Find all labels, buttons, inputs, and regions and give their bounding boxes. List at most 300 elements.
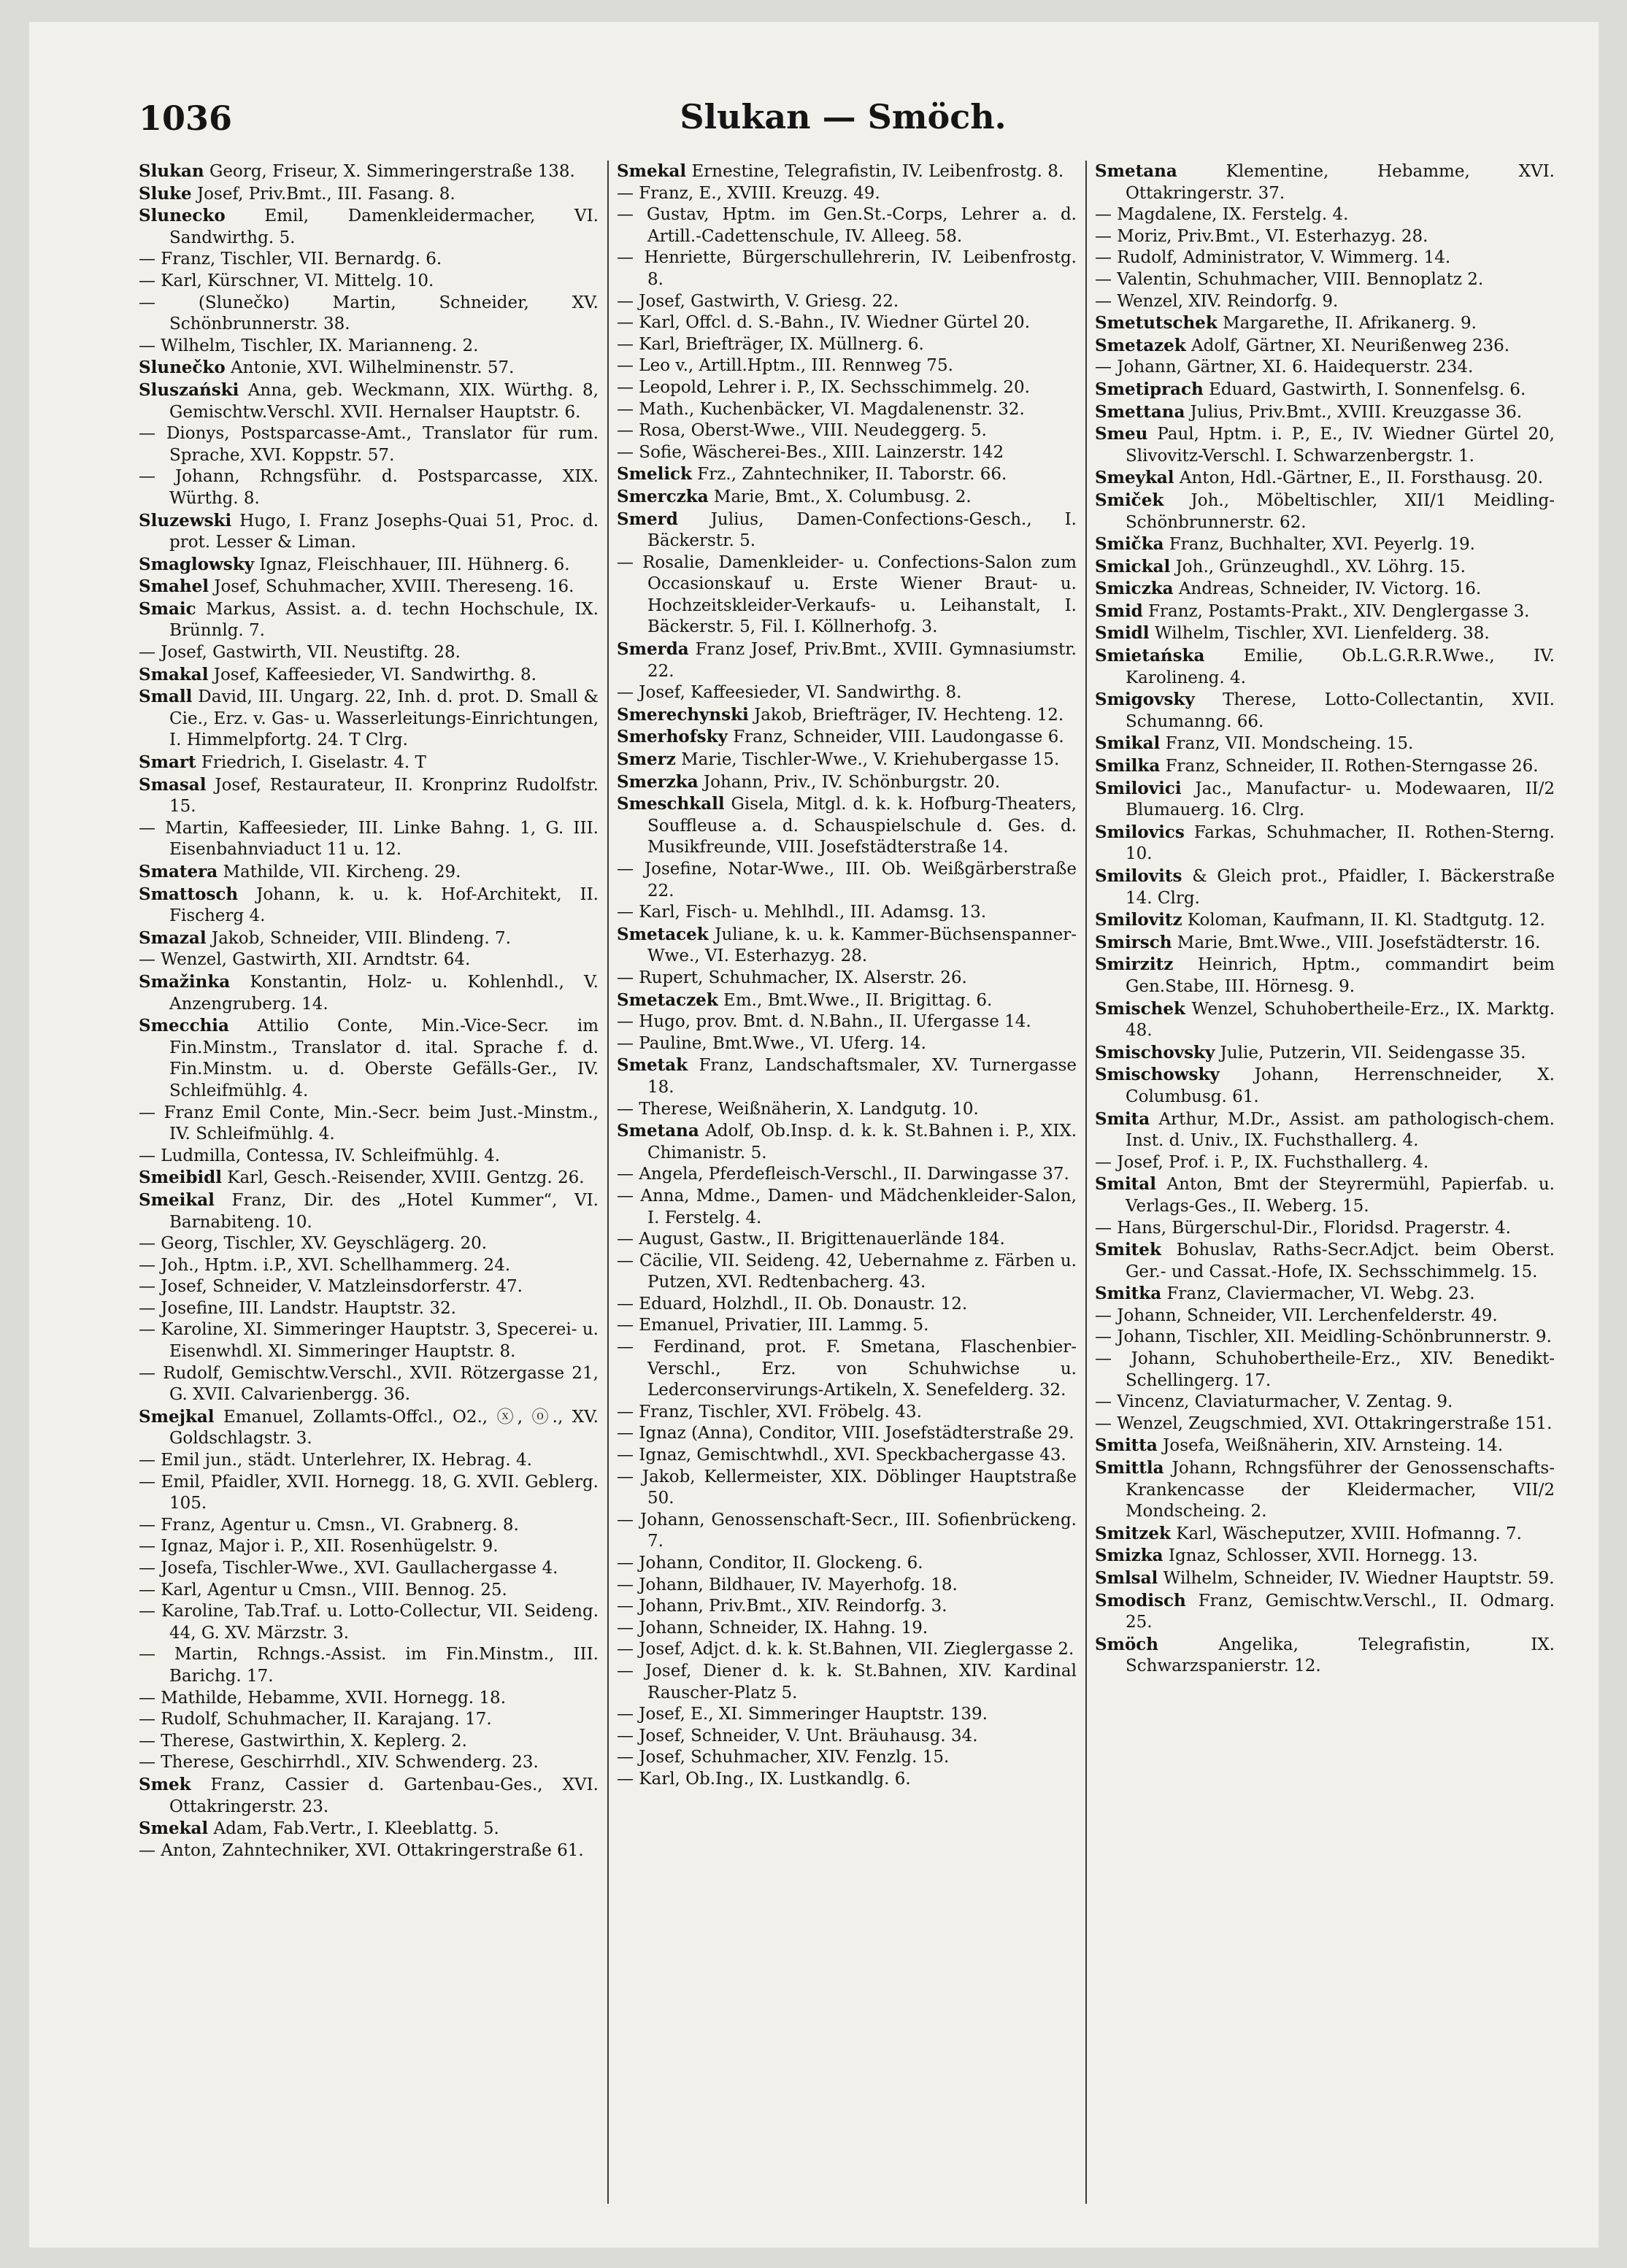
directory-entry — [139, 1774, 599, 1818]
entry-details: Marie, Bmt., X. Columbusg. 2. — [708, 487, 972, 506]
entry-details: — Valentin, Schuhmacher, VIII. Bennoplatz 2. — [1095, 269, 1484, 289]
entry-details: — Josef, Adjct. d. k. k. St.Bahnen, VII. Zieglergasse 2. — [617, 1640, 1074, 1659]
entry-surname: Smecchia — [139, 1016, 229, 1036]
entry-surname: Smetutschek — [1095, 313, 1218, 333]
entry-details: — Karoline, XI. Simmeringer Hauptstr. 3, Specerei- u. Eisenwhdl. XI. Simmeringer Hauptstr. 8. — [139, 1320, 599, 1362]
directory-entry — [1095, 1218, 1555, 1240]
directory-entry — [139, 664, 599, 687]
directory-entry — [1095, 998, 1555, 1042]
entry-surname: Smeibidl — [139, 1168, 222, 1188]
entry-surname: Smidl — [1095, 623, 1150, 644]
entry-surname: Smiczka — [1095, 579, 1174, 599]
entry-details: Anna, geb. Weckmann, XIX. Würthg. 8, Gemischtw.Verschl. XVII. Hernalser Hauptstr. 6. — [169, 380, 599, 422]
directory-entry — [139, 1731, 599, 1753]
entry-surname: Smital — [1095, 1174, 1156, 1195]
directory-entry — [139, 1276, 599, 1298]
entry-details: Emil, Damenkleidermacher, VI. Sandwirthg. 5. — [169, 207, 599, 247]
entry-details: Joh., Grünzeughdl., XV. Löhrg. 15. — [1170, 557, 1466, 576]
entry-details: — Martin, Rchngs.-Assist. im Fin.Minstm., III. Barichg. 17. — [139, 1645, 599, 1686]
directory-entry — [139, 1515, 599, 1537]
entry-details: Jac., Manufactur- u. Modewaaren, II/2 Blumauerg. 16. Clrg. — [1126, 779, 1555, 820]
directory-entry — [139, 971, 599, 1015]
entry-details: Josef, Kaffeesieder, VI. Sandwirthg. 8. — [208, 665, 536, 684]
entry-details: Franz, Schneider, VIII. Laudongasse 6. — [727, 728, 1064, 747]
directory-entry — [1095, 1392, 1555, 1413]
entry-details: — Karoline, Tab.Traf. u. Lotto-Collectur, VII. Seideng. 44, G. XV. Märzstr. 3. — [139, 1602, 599, 1643]
directory-entry — [139, 161, 599, 183]
entry-details: — Franz, Agentur u. Cmsn., VI. Grabnerg. 8. — [139, 1515, 519, 1535]
entry-surname: Smelick — [617, 464, 692, 485]
entry-surname: Smirsch — [1095, 932, 1172, 952]
directory-entry — [617, 924, 1077, 968]
entry-surname: Smeikal — [139, 1189, 215, 1210]
entry-details: — Franz, Tischler, XVI. Fröbelg. 43. — [617, 1402, 922, 1422]
entry-surname: Sluzewski — [139, 510, 232, 531]
directory-entry — [617, 442, 1077, 464]
entry-surname: Slunecko — [139, 206, 226, 226]
entry-details: — Josef, Gastwirth, V. Griesg. 22. — [617, 291, 899, 311]
entry-surname: Smetaczek — [617, 990, 718, 1010]
entry-details: Margarethe, II. Afrikanerg. 9. — [1217, 314, 1477, 333]
directory-entry — [139, 249, 599, 271]
directory-entry — [617, 486, 1077, 509]
directory-entry — [139, 357, 599, 379]
entry-surname: Smilovics — [1095, 822, 1185, 842]
directory-entry — [617, 1575, 1077, 1597]
entry-surname: Smetak — [617, 1055, 688, 1076]
entry-surname: Smöch — [1095, 1634, 1159, 1654]
directory-entry — [1095, 755, 1555, 778]
entry-details: Mathilde, VII. Kircheng. 29. — [218, 863, 461, 882]
directory-entry — [617, 771, 1077, 794]
entry-surname: Smilovitz — [1095, 910, 1182, 930]
directory-entry — [1095, 1305, 1555, 1327]
directory-entry — [617, 1402, 1077, 1424]
directory-entry — [139, 1536, 599, 1558]
entry-details: — Karl, Ob.Ing., IX. Lustkandlg. 6. — [617, 1769, 911, 1789]
directory-entry — [617, 1294, 1077, 1316]
entry-details: Wilhelm, Schneider, IV. Wiedner Hauptstr. 59. — [1158, 1569, 1555, 1588]
entry-details: — Josef, Schneider, V. Unt. Bräuhausg. 34. — [617, 1726, 978, 1746]
directory-entry — [617, 204, 1077, 247]
directory-entry — [617, 968, 1077, 990]
directory-entry — [617, 1661, 1077, 1704]
entry-details: Anton, Bmt der Steyrermühl, Papierfab. u. Verlags-Ges., II. Weberg. 15. — [1126, 1175, 1555, 1216]
entry-details: — Jakob, Kellermeister, XIX. Döblinger Hauptstraße 50. — [617, 1467, 1077, 1508]
entry-details: — Pauline, Bmt.Wwe., VI. Uferg. 14. — [617, 1033, 926, 1053]
entry-surname: Sluke — [139, 183, 192, 204]
entry-details: Em., Bmt.Wwe., II. Brigittag. 6. — [718, 990, 993, 1010]
entry-details: Arthur, M.Dr., Assist. am pathologisch-chem. Inst. d. Univ., IX. Fuchsthallerg. 4. — [1126, 1109, 1555, 1151]
entry-surname: Smickal — [1095, 556, 1171, 576]
directory-entry — [139, 423, 599, 466]
directory-entry — [139, 1472, 599, 1515]
entry-surname: Smitka — [1095, 1284, 1162, 1304]
entry-surname: Smejkal — [139, 1406, 215, 1427]
entry-details: Frz., Zahntechniker, II. Taborstr. 66. — [692, 465, 1007, 485]
directory-entry — [617, 247, 1077, 290]
directory-entry — [617, 1423, 1077, 1445]
directory-entry — [1095, 423, 1555, 467]
entry-surname: Smerd — [617, 509, 678, 529]
entry-details: — (Slunečko) Martin, Schneider, XV. Schönbrunnerstr. 38. — [139, 293, 599, 334]
directory-entry — [1095, 379, 1555, 401]
entry-details: — Johann, Bildhauer, IV. Mayerhofg. 18. — [617, 1575, 958, 1594]
entry-details: Emanuel, Zollamts-Offcl., O2., ⓧ, ⓞ., XV. Goldschlagstr. 3. — [169, 1407, 599, 1449]
directory-entry — [617, 749, 1077, 771]
directory-entry — [139, 1688, 599, 1710]
directory-entry — [1095, 1349, 1555, 1392]
entry-details: — Josefa, Tischler-Wwe., XVI. Gaullachergasse 4. — [139, 1559, 558, 1578]
directory-entry — [1095, 226, 1555, 248]
directory-entry — [617, 291, 1077, 313]
directory-entry — [617, 1337, 1077, 1402]
entry-surname: Smetana — [1095, 161, 1177, 181]
entry-details: — Emil jun., städt. Unterlehrer, IX. Hebrag. 4. — [139, 1451, 532, 1470]
directory-entry — [617, 1033, 1077, 1055]
entry-details: Adolf, Gärtner, XI. Neurißenweg 236. — [1185, 336, 1510, 355]
entry-details: Franz, VII. Mondscheing. 15. — [1160, 734, 1414, 754]
entry-details: Gisela, Mitgl. d. k. k. Hofburg-Theaters, Souffleuse a. d. Schauspielschule d. Ges. d. Musikfreunde, VIII. Josefstädterstraße 14. — [647, 795, 1077, 857]
directory-entry — [1095, 1283, 1555, 1305]
page-header — [139, 91, 1547, 157]
entry-details: Anton, Hdl.-Gärtner, E., II. Forsthausg. 20. — [1174, 468, 1544, 488]
directory-entry — [139, 1840, 599, 1862]
directory-entry — [139, 1167, 599, 1189]
directory-entry — [1095, 533, 1555, 556]
directory-entry — [139, 205, 599, 249]
entry-surname: Slukan — [139, 161, 204, 181]
entry-surname: Smittla — [1095, 1458, 1164, 1478]
entry-details: — Ignaz, Major i. P., XII. Rosenhügelstr. 9. — [139, 1537, 499, 1557]
directory-entry — [617, 1618, 1077, 1640]
entry-surname: Smerczka — [617, 486, 709, 506]
directory-entry — [617, 704, 1077, 727]
entry-details: — Rudolf, Administrator, V. Wimmerg. 14. — [1095, 248, 1451, 268]
entry-details: Emilie, Ob.L.G.R.R.Wwe., IV. Karolineng. 4. — [1126, 647, 1555, 687]
entry-details: Franz Josef, Priv.Bmt., XVIII. Gymnasiumstr. 22. — [647, 640, 1077, 681]
directory-entry — [1095, 689, 1555, 733]
page-title: Slukan — Smöch. — [680, 97, 1007, 136]
entry-details: — Emil, Pfaidler, XVII. Hornegg. 18, G. XVII. Geblerg. 105. — [139, 1472, 599, 1513]
directory-entry — [139, 1601, 599, 1644]
entry-details: Paul, Hptm. i. P., E., IV. Wiedner Gürtel 20, Slivovitz-Verschl. I. Schwarzenbergstr. 1. — [1126, 425, 1555, 466]
entry-surname: Smart — [139, 752, 196, 773]
directory-entry — [1095, 401, 1555, 424]
entry-surname: Smek — [139, 1774, 191, 1794]
entry-details: — Angela, Pferdefleisch-Verschl., II. Darwingasse 37. — [617, 1165, 1069, 1184]
directory-entry — [617, 1120, 1077, 1164]
directory-entry — [139, 1103, 599, 1146]
column-divider — [607, 161, 609, 2204]
entry-surname: Smikal — [1095, 733, 1161, 754]
directory-entry — [139, 466, 599, 509]
entry-details: Karl, Wäscheputzer, XVIII. Hofmanng. 7. — [1170, 1524, 1522, 1543]
entry-surname: Smodisch — [1095, 1590, 1186, 1611]
entry-details: Josef, Schuhmacher, XVIII. Thereseng. 16. — [208, 577, 574, 597]
entry-details: — Johann, Gärtner, XI. 6. Haidequerstr. 234. — [1095, 358, 1474, 377]
entry-details: — Karl, Kürschner, VI. Mittelg. 10. — [139, 271, 434, 290]
directory-entry — [1095, 954, 1555, 998]
directory-entry — [617, 312, 1077, 334]
entry-details: — Eduard, Holzhdl., II. Ob. Donaustr. 12. — [617, 1294, 968, 1314]
directory-entry — [617, 1054, 1077, 1098]
directory-entry — [139, 183, 599, 206]
directory-entry — [139, 510, 599, 554]
entry-details: — Wenzel, Zeugschmied, XVI. Ottakringerstraße 151. — [1095, 1413, 1553, 1433]
directory-entry — [1095, 1457, 1555, 1523]
entry-details: — Karl, Fisch- u. Mehlhdl., III. Adamsg. 13. — [617, 903, 987, 922]
entry-details: Marie, Tischler-Wwe., V. Kriehubergasse 15. — [675, 750, 1060, 770]
entry-details: — Gustav, Hptm. im Gen.St.-Corps, Lehrer a. d. Artill.-Cadettenschule, IV. Alleeg. 58. — [617, 205, 1077, 246]
directory-entry — [1095, 161, 1555, 204]
column-divider — [1085, 161, 1087, 2204]
entry-surname: Smita — [1095, 1108, 1150, 1129]
entry-details: — Emanuel, Privatier, III. Lammg. 5. — [617, 1316, 929, 1335]
entry-details: — Josef, Diener d. k. k. St.Bahnen, XIV. Kardinal Rauscher-Platz 5. — [617, 1661, 1077, 1702]
entry-surname: Smeschkall — [617, 794, 725, 814]
directory-entry — [1095, 909, 1555, 932]
entry-details: — Ludmilla, Contessa, IV. Schleifmühlg. 4. — [139, 1146, 501, 1165]
entry-details: Jakob, Briefträger, IV. Hechteng. 12. — [748, 705, 1064, 725]
directory-entry — [617, 1747, 1077, 1769]
directory-entry — [617, 509, 1077, 552]
entry-details: — Wenzel, XIV. Reindorfg. 9. — [1095, 291, 1339, 311]
directory-entry — [1095, 578, 1555, 601]
entry-surname: Smiček — [1095, 490, 1164, 510]
entry-details: Josefa, Weißnäherin, XIV. Arnsteing. 14. — [1157, 1436, 1504, 1456]
directory-entry — [1095, 312, 1555, 335]
entry-details: Heinrich, Hptm., commandirt beim Gen.Stabe, III. Hörnesg. 9. — [1126, 955, 1555, 996]
directory-entry — [139, 818, 599, 861]
column-2 — [617, 161, 1077, 2204]
entry-details: David, III. Ungarg. 22, Inh. d. prot. D. Small & Cie., Erz. v. Gas- u. Wasserleitungs-Einrichtungen, I. Himmelpfortg. 24. T Clrg. — [169, 687, 599, 750]
entry-details: — Josefine, III. Landstr. Hauptstr. 32. — [139, 1298, 456, 1318]
entry-details: Bohuslav, Raths-Secr.Adjct. beim Oberst. Ger.- und Cassat.-Hofe, IX. Sechsschimmelg. 15. — [1126, 1241, 1555, 1281]
entry-details: — Ignaz, Gemischtwhdl., XVI. Speckbachergasse 43. — [617, 1446, 1066, 1465]
entry-details: Wenzel, Schuhobertheile-Erz., IX. Marktg. 48. — [1126, 999, 1555, 1041]
entry-details: — Therese, Geschirrhdl., XIV. Schwenderg. 23. — [139, 1753, 539, 1773]
directory-entry — [617, 1510, 1077, 1553]
entry-details: Johann, k. u. k. Hof-Architekt, II. Fischerg 4. — [169, 884, 599, 926]
directory-entry — [617, 1251, 1077, 1294]
directory-entry — [1095, 357, 1555, 379]
directory-entry — [139, 1319, 599, 1362]
directory-entry — [139, 576, 599, 598]
entry-details: Julie, Putzerin, VII. Seidengasse 35. — [1215, 1043, 1526, 1062]
entry-surname: Smička — [1095, 534, 1164, 555]
entry-details: — Johann, Schneider, IX. Hahng. 19. — [617, 1618, 928, 1638]
entry-details: Johann, Rchngsführer der Genossenschafts-Krankencasse der Kleidermacher, VII/2 Mondscheing. 2. — [1126, 1459, 1555, 1521]
directory-entry — [1095, 291, 1555, 313]
entry-details: — Hans, Bürgerschul-Dir., Floridsd. Pragerstr. 4. — [1095, 1218, 1511, 1238]
directory-entry — [139, 1146, 599, 1168]
entry-details: — Math., Kuchenbäcker, VI. Magdalenenstr. 32. — [617, 399, 1025, 419]
directory-entry — [617, 1229, 1077, 1251]
entry-details: — Rupert, Schuhmacher, IX. Alserstr. 26. — [617, 968, 967, 987]
directory-entry — [617, 1186, 1077, 1229]
entry-details: — Johann, Schneider, VII. Lerchenfelderstr. 49. — [1095, 1305, 1498, 1325]
directory-entry — [1095, 556, 1555, 579]
entry-details: Eduard, Gastwirth, I. Sonnenfelsg. 6. — [1203, 379, 1526, 399]
entry-details: — Rosa, Oberst-Wwe., VIII. Neudeggerg. 5. — [617, 421, 987, 441]
entry-details: Adolf, Ob.Insp. d. k. k. St.Bahnen i. P., XIX. Chimanistr. 5. — [647, 1122, 1077, 1162]
directory-entry — [1095, 1545, 1555, 1567]
directory-entry — [139, 774, 599, 818]
directory-entry — [617, 1553, 1077, 1575]
directory-entry — [617, 334, 1077, 356]
directory-entry — [1095, 1152, 1555, 1174]
entry-details: & Gleich prot., Pfaidler, I. Bäckerstraße 14. Clrg. — [1126, 867, 1555, 908]
entry-details: — Franz, Tischler, VII. Bernardg. 6. — [139, 250, 442, 269]
entry-surname: Smid — [1095, 601, 1143, 621]
entry-surname: Smažinka — [139, 971, 231, 992]
entry-details: Karl, Gesch.-Reisender, XVIII. Gentzg. 26. — [221, 1168, 585, 1188]
entry-details: Ernestine, Telegrafistin, IV. Leibenfrostg. 8. — [686, 162, 1064, 181]
entry-details: — Ferdinand, prot. F. Smetana, Flaschenbier-Verschl., Erz. von Schuhwichse u. Lederconservirungs-Artikeln, X. Senefelderg. 32. — [617, 1338, 1077, 1400]
directory-entry — [617, 1769, 1077, 1791]
entry-details: — Georg, Tischler, XV. Geyschlägerg. 20. — [139, 1234, 488, 1254]
entry-details: — Leopold, Lehrer i. P., IX. Sechsschimmelg. 20. — [617, 377, 1030, 397]
directory-entry — [617, 420, 1077, 442]
entry-details: Farkas, Schuhmacher, II. Rothen-Sterng. 10. — [1126, 822, 1555, 864]
entry-details: Juliane, k. u. k. Kammer-Büchsenspanner-Wwe., VI. Esterhazyg. 28. — [647, 925, 1077, 966]
directory-entry — [139, 861, 599, 884]
entry-details: — Josef, Gastwirth, VII. Neustiftg. 28. — [139, 643, 461, 663]
entry-surname: Small — [139, 687, 193, 707]
directory-entry — [1095, 733, 1555, 755]
directory-entry — [139, 1406, 599, 1450]
entry-surname: Smitek — [1095, 1240, 1161, 1260]
directory-entry — [1095, 601, 1555, 623]
directory-entry — [617, 1639, 1077, 1661]
directory-entry — [1095, 1523, 1555, 1546]
directory-entry — [617, 1726, 1077, 1748]
directory-entry — [1095, 1327, 1555, 1349]
entry-details: Koloman, Kaufmann, II. Kl. Stadtgutg. 12. — [1182, 911, 1545, 930]
directory-entry — [139, 1558, 599, 1580]
directory-entry — [1095, 932, 1555, 954]
entry-surname: Smitta — [1095, 1435, 1158, 1456]
directory-entry — [617, 902, 1077, 924]
entry-details: — Johann, Priv.Bmt., XIV. Reindorfg. 3. — [617, 1597, 947, 1616]
entry-surname: Smetacek — [617, 924, 709, 944]
entry-surname: Smakal — [139, 664, 209, 684]
directory-entry — [139, 927, 599, 950]
entry-details: — Josef, Kaffeesieder, VI. Sandwirthg. 8. — [617, 683, 962, 703]
directory-entry — [1095, 204, 1555, 226]
entry-details: — Magdalene, IX. Ferstelg. 4. — [1095, 205, 1349, 225]
entry-surname: Smekal — [139, 1818, 209, 1839]
entry-details: Franz, Dir. des „Hotel Kummer“, VI. Barnabiteng. 10. — [169, 1190, 599, 1232]
entry-details: — Anton, Zahntechniker, XVI. Ottakringerstraße 61. — [139, 1840, 584, 1860]
entry-details: Wilhelm, Tischler, XVI. Lienfelderg. 38. — [1149, 624, 1490, 644]
directory-entry — [617, 1099, 1077, 1121]
directory-entry — [1095, 822, 1555, 865]
entry-surname: Smilovici — [1095, 778, 1182, 798]
entry-details: — Therese, Gastwirthin, X. Keplerg. 2. — [139, 1731, 467, 1751]
directory-entry — [139, 293, 599, 336]
entry-details: Julius, Damen-Confections-Gesch., I. Bäckerstr. 5. — [647, 509, 1077, 551]
entry-details: Franz, Schneider, II. Rothen-Sterngasse 26. — [1160, 757, 1539, 776]
directory-entry — [617, 1704, 1077, 1726]
directory-entry — [139, 884, 599, 927]
directory-entry — [139, 1818, 599, 1840]
entry-surname: Sluszański — [139, 379, 239, 400]
entry-details: — Rudolf, Schuhmacher, II. Karajang. 17. — [139, 1710, 492, 1729]
directory-entry — [139, 1580, 599, 1602]
directory-entry — [139, 1255, 599, 1277]
page-number: 1036 — [139, 99, 233, 138]
entry-details: — Vincenz, Claviaturmacher, V. Zentag. 9. — [1095, 1392, 1453, 1412]
entry-details: Julius, Priv.Bmt., XVIII. Kreuzgasse 36. — [1185, 402, 1523, 422]
column-3 — [1095, 161, 1555, 2204]
entry-details: Joh., Möbeltischler, XII/1 Meidling-Schönbrunnerstr. 62. — [1126, 490, 1555, 532]
directory-entry — [617, 183, 1077, 205]
entry-details: Johann, Herrenschneider, X. Columbusg. 61. — [1126, 1065, 1555, 1106]
entry-details: — Franz, E., XVIII. Kreuzg. 49. — [617, 183, 880, 203]
entry-details: — Josef, E., XI. Simmeringer Hauptstr. 139. — [617, 1705, 988, 1724]
entry-details: — Josef, Schuhmacher, XIV. Fenzlg. 15. — [617, 1748, 950, 1767]
directory-entry — [139, 271, 599, 293]
entry-details: — Wilhelm, Tischler, IX. Marianneng. 2. — [139, 336, 479, 355]
entry-details: Josef, Restaurateur, II. Kronprinz Rudolfstr. 15. — [169, 775, 599, 817]
directory-entry — [617, 1164, 1077, 1186]
directory-entry — [617, 399, 1077, 421]
entry-details: — Anna, Mdme., Damen- und Mädchenkleider-Salon, I. Ferstelg. 4. — [617, 1186, 1077, 1227]
entry-surname: Smischovsky — [1095, 1042, 1215, 1062]
directory-entry — [1095, 490, 1555, 533]
directory-columns — [139, 161, 1555, 2204]
directory-entry — [139, 336, 599, 358]
directory-entry — [1095, 269, 1555, 291]
entry-details: — Ignaz (Anna), Conditor, VIII. Josefstädterstraße 29. — [617, 1424, 1074, 1443]
directory-entry — [1095, 778, 1555, 822]
entry-details: Konstantin, Holz- u. Kohlenhdl., V. Anzengruberg. 14. — [169, 972, 599, 1014]
entry-surname: Slunečko — [139, 358, 226, 378]
directory-entry — [139, 752, 599, 774]
entry-details: — Josef, Prof. i. P., IX. Fuchsthallerg. 4. — [1095, 1152, 1429, 1172]
directory-entry — [1095, 1634, 1555, 1678]
entry-details: — Leo v., Artill.Hptm., III. Rennweg 75. — [617, 356, 953, 376]
entry-details: — Karl, Agentur u Cmsn., VIII. Bennog. 25. — [139, 1580, 507, 1600]
directory-entry — [139, 554, 599, 576]
directory-entry — [1095, 1042, 1555, 1065]
entry-surname: Smaglowsky — [139, 554, 255, 574]
entry-surname: Smerz — [617, 749, 676, 770]
entry-details: — Sofie, Wäscherei-Bes., XIII. Lainzerstr. 142 — [617, 442, 1004, 462]
entry-details: Franz, Postamts-Prakt., XIV. Denglergasse 3. — [1142, 601, 1530, 621]
directory-entry — [617, 682, 1077, 704]
entry-surname: Smietańska — [1095, 646, 1205, 666]
entry-details: Josef, Priv.Bmt., III. Fasang. 8. — [191, 184, 455, 204]
entry-details: — Henriette, Bürgerschullehrerin, IV. Leibenfrostg. 8. — [617, 248, 1077, 289]
entry-surname: Smekal — [617, 161, 687, 181]
entry-details: — August, Gastw., II. Brigittenauerlände 184. — [617, 1230, 1005, 1249]
entry-details: Therese, Lotto-Collectantin, XVII. Schumanng. 66. — [1126, 690, 1555, 731]
entry-surname: Smatera — [139, 862, 218, 882]
entry-details: — Rosalie, Damenkleider- u. Confections-Salon zum Occasionskauf u. Erste Wiener Braut- u. Hochzeitskleider-Verkaufs- u. Leihanstalt, I. Bäckerstr. 5, Fil. I. Köllnerhofg. 3. — [617, 552, 1077, 637]
directory-entry — [1095, 645, 1555, 689]
entry-details: — Karl, Offcl. d. S.-Bahn., IV. Wiedner Gürtel 20. — [617, 313, 1031, 333]
entry-details: — Cäcilie, VII. Seideng. 42, Uebernahme z. Färben u. Putzen, XVI. Redtenbacherg. 43. — [617, 1251, 1077, 1292]
directory-entry — [617, 1315, 1077, 1337]
directory-entry — [1095, 1413, 1555, 1435]
entry-details: — Karl, Briefträger, IX. Müllnerg. 6. — [617, 334, 924, 354]
directory-entry — [1095, 1108, 1555, 1152]
entry-details: Friedrich, I. Giselastr. 4. T — [196, 753, 426, 773]
entry-details: Markus, Assist. a. d. techn Hochschule, IX. Brünnlg. 7. — [169, 599, 599, 641]
